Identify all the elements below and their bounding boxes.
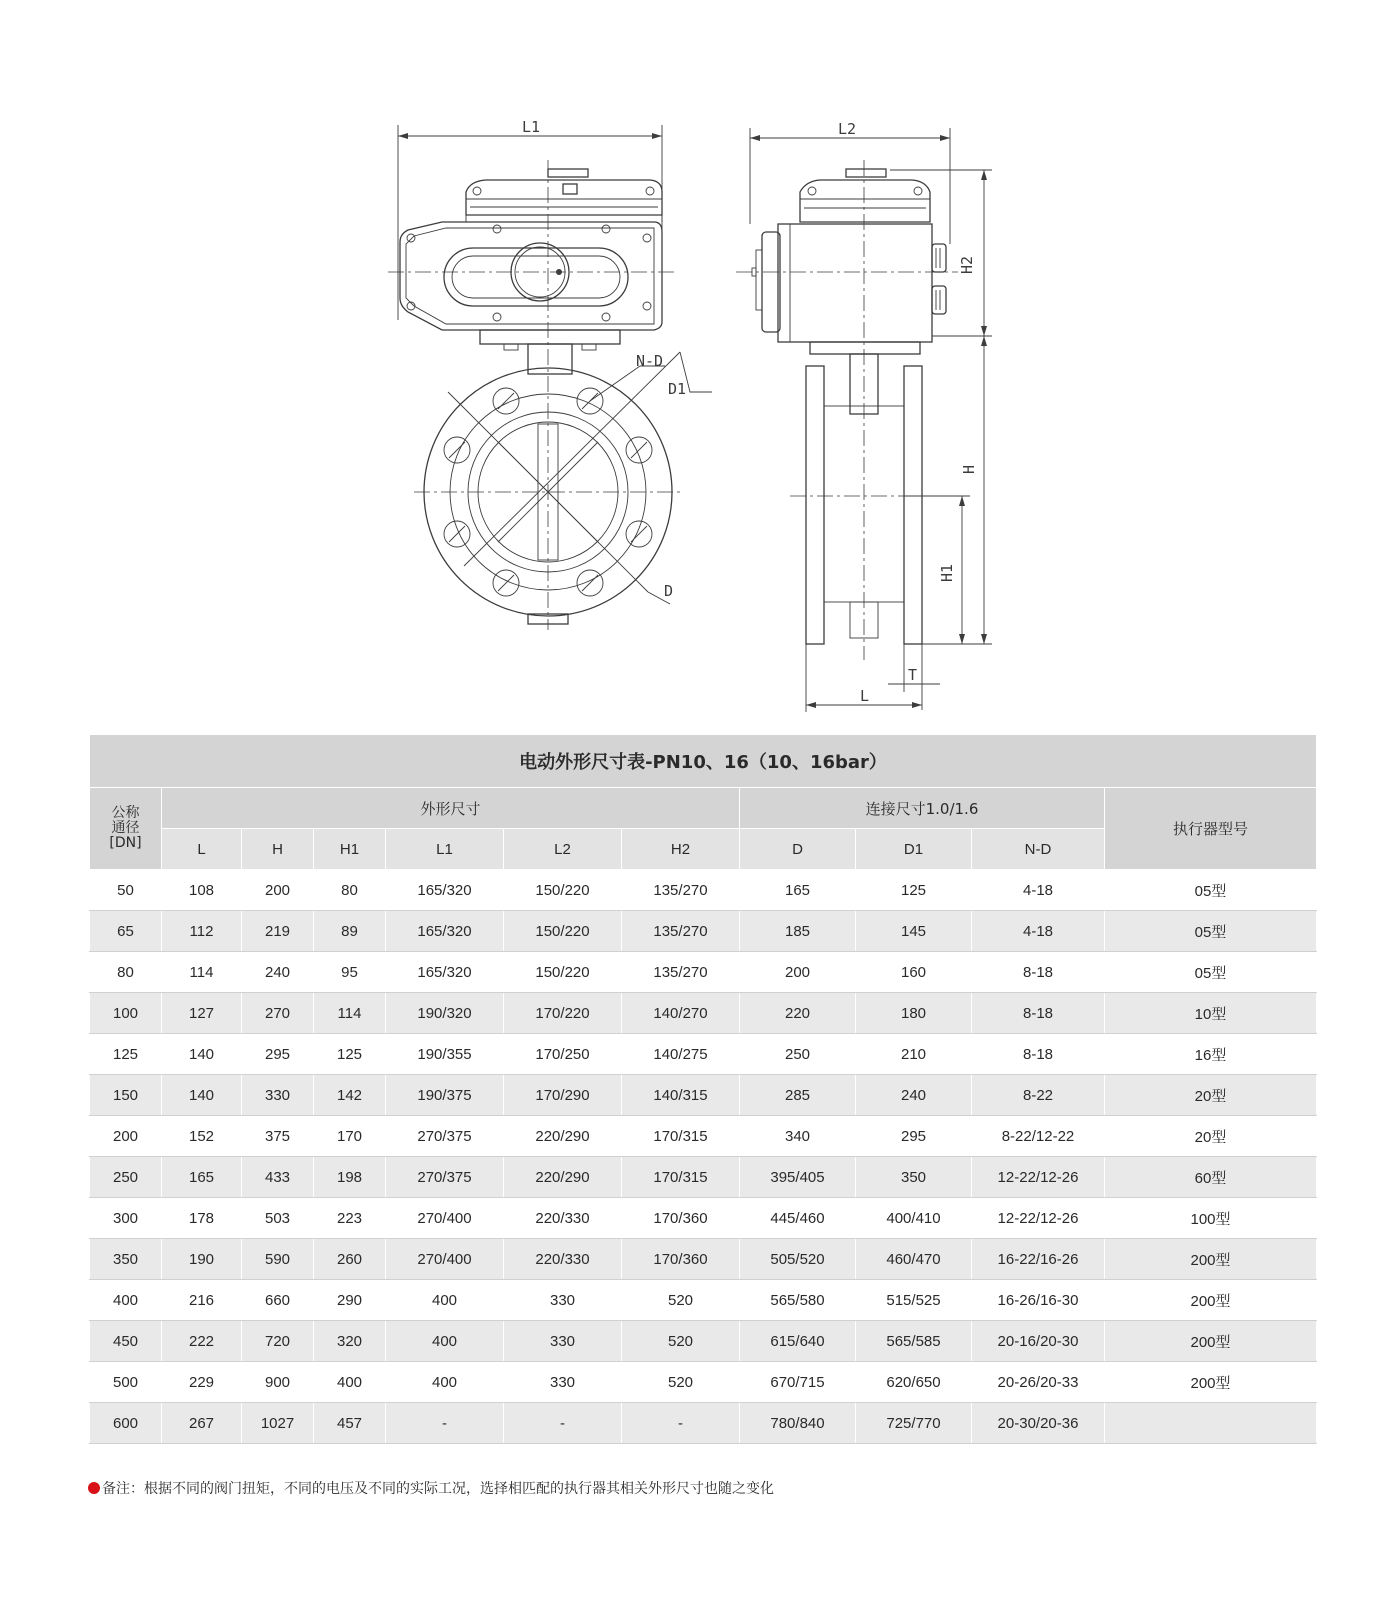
table-cell: 340 — [740, 1116, 856, 1157]
table-cell: 152 — [162, 1116, 242, 1157]
table-cell: 12-22/12-26 — [972, 1157, 1105, 1198]
table-cell: 295 — [856, 1116, 972, 1157]
dn-header — [90, 788, 162, 870]
table-cell: 515/525 — [856, 1280, 972, 1321]
col-D1: D1 — [856, 829, 972, 870]
table-cell: 170/250 — [504, 1034, 622, 1075]
table-cell: 200 — [242, 870, 314, 911]
table-cell: 270 — [242, 993, 314, 1034]
table-cell: 520 — [622, 1321, 740, 1362]
dim-L: L — [860, 687, 870, 705]
table-row — [90, 952, 1317, 993]
table-cell: 260 — [314, 1239, 386, 1280]
dim-H2: H2 — [958, 255, 976, 274]
table-cell: 330 — [242, 1075, 314, 1116]
table-cell: 400 — [90, 1280, 162, 1321]
table-cell: 125 — [314, 1034, 386, 1075]
table-cell: 240 — [242, 952, 314, 993]
table-cell: 600 — [90, 1403, 162, 1444]
front-view — [388, 118, 712, 630]
dn-header-line3: [DN] — [109, 835, 142, 851]
dim-ND: N-D — [636, 352, 664, 370]
dim-H: H — [960, 464, 978, 474]
table-cell: 400/410 — [856, 1198, 972, 1239]
table-cell: 250 — [90, 1157, 162, 1198]
table-cell: 223 — [314, 1198, 386, 1239]
table-cell: 170/315 — [622, 1116, 740, 1157]
table-cell: 50 — [90, 870, 162, 911]
table-cell: 200型 — [1105, 1280, 1317, 1321]
table-cell — [1105, 1403, 1317, 1444]
table-cell: 200型 — [1105, 1239, 1317, 1280]
table-cell: 400 — [314, 1362, 386, 1403]
table-cell: 145 — [856, 911, 972, 952]
table-cell: 140 — [162, 1034, 242, 1075]
table-cell: 220 — [740, 993, 856, 1034]
table-cell: 219 — [242, 911, 314, 952]
table-cell: 460/470 — [856, 1239, 972, 1280]
table-cell: 150/220 — [504, 870, 622, 911]
table-cell: 565/585 — [856, 1321, 972, 1362]
col-L: L — [162, 829, 242, 870]
table-title: 电动外形尺寸表-PN10、16（10、16bar） — [90, 735, 1317, 788]
table-cell: 100 — [90, 993, 162, 1034]
table-cell: 125 — [90, 1034, 162, 1075]
table-cell: 780/840 — [740, 1403, 856, 1444]
table-cell: - — [504, 1403, 622, 1444]
table-cell: 620/650 — [856, 1362, 972, 1403]
table-cell: 590 — [242, 1239, 314, 1280]
table-cell: 200 — [740, 952, 856, 993]
table-cell: 170/360 — [622, 1239, 740, 1280]
table-cell: 229 — [162, 1362, 242, 1403]
table-cell: 220/290 — [504, 1157, 622, 1198]
table-cell: 660 — [242, 1280, 314, 1321]
table-cell: 250 — [740, 1034, 856, 1075]
table-cell: 125 — [856, 870, 972, 911]
table-cell: 142 — [314, 1075, 386, 1116]
table-row — [90, 1075, 1317, 1116]
table-cell: 180 — [856, 993, 972, 1034]
group-outer-dimensions: 外形尺寸 — [162, 788, 740, 829]
table-cell: 330 — [504, 1362, 622, 1403]
table-cell: 170/315 — [622, 1157, 740, 1198]
table-cell: 190/320 — [386, 993, 504, 1034]
table-cell: 300 — [90, 1198, 162, 1239]
table-cell: 114 — [162, 952, 242, 993]
table-cell: 8-22/12-22 — [972, 1116, 1105, 1157]
actuator-model-header: 执行器型号 — [1105, 788, 1317, 870]
table-cell: 170/220 — [504, 993, 622, 1034]
table-cell: 20-16/20-30 — [972, 1321, 1105, 1362]
table-cell: 108 — [162, 870, 242, 911]
table-row — [90, 870, 1317, 911]
table-cell: 285 — [740, 1075, 856, 1116]
table-cell: 114 — [314, 993, 386, 1034]
col-D: D — [740, 829, 856, 870]
table-cell: 65 — [90, 911, 162, 952]
table-cell: 20型 — [1105, 1075, 1317, 1116]
table-cell: 150/220 — [504, 952, 622, 993]
table-cell: 400 — [386, 1321, 504, 1362]
table-cell: 330 — [504, 1321, 622, 1362]
table-cell: 89 — [314, 911, 386, 952]
table-cell: 140/275 — [622, 1034, 740, 1075]
table-cell: 95 — [314, 952, 386, 993]
table-cell: 60型 — [1105, 1157, 1317, 1198]
table-cell: 320 — [314, 1321, 386, 1362]
table-cell: 330 — [504, 1280, 622, 1321]
table-cell: 165/320 — [386, 870, 504, 911]
table-cell: 198 — [314, 1157, 386, 1198]
table-cell: 165/320 — [386, 911, 504, 952]
table-cell: 160 — [856, 952, 972, 993]
table-row — [90, 1157, 1317, 1198]
table-cell: 150/220 — [504, 911, 622, 952]
table-cell: 10型 — [1105, 993, 1317, 1034]
table-cell: 222 — [162, 1321, 242, 1362]
table-cell: 20型 — [1105, 1116, 1317, 1157]
table-cell: 05型 — [1105, 870, 1317, 911]
col-H2: H2 — [622, 829, 740, 870]
table-cell: 8-22 — [972, 1075, 1105, 1116]
red-bullet-icon — [88, 1482, 100, 1494]
dn-header-line2: 通径 — [111, 820, 140, 836]
table-cell: 500 — [90, 1362, 162, 1403]
side-view — [736, 120, 992, 712]
table-cell: 350 — [90, 1239, 162, 1280]
table-cell: 165/320 — [386, 952, 504, 993]
col-H1: H1 — [314, 829, 386, 870]
table-cell: 220/290 — [504, 1116, 622, 1157]
table-cell: 16型 — [1105, 1034, 1317, 1075]
table-cell: 185 — [740, 911, 856, 952]
table-row — [90, 1403, 1317, 1444]
col-L1: L1 — [386, 829, 504, 870]
table-body — [90, 870, 1317, 1444]
table-cell: 8-18 — [972, 952, 1105, 993]
col-ND: N-D — [972, 829, 1105, 870]
col-H: H — [242, 829, 314, 870]
dim-D: D — [664, 582, 674, 600]
table-cell: 12-22/12-26 — [972, 1198, 1105, 1239]
table-cell: 210 — [856, 1034, 972, 1075]
dimension-table — [89, 734, 1317, 1444]
table-cell: 4-18 — [972, 870, 1105, 911]
valve-technical-drawing — [0, 0, 1400, 720]
table-cell: 503 — [242, 1198, 314, 1239]
table-row — [90, 1198, 1317, 1239]
table-cell: 216 — [162, 1280, 242, 1321]
table-cell: 165 — [162, 1157, 242, 1198]
table-cell: 190 — [162, 1239, 242, 1280]
table-cell: 270/375 — [386, 1157, 504, 1198]
table-cell: 565/580 — [740, 1280, 856, 1321]
table-cell: 270/375 — [386, 1116, 504, 1157]
table-row — [90, 1362, 1317, 1403]
table-row — [90, 911, 1317, 952]
table-cell: 520 — [622, 1280, 740, 1321]
table-cell: - — [622, 1403, 740, 1444]
table-cell: - — [386, 1403, 504, 1444]
table-cell: 165 — [740, 870, 856, 911]
table-row — [90, 1116, 1317, 1157]
table-cell: 112 — [162, 911, 242, 952]
table-cell: 05型 — [1105, 952, 1317, 993]
table-row — [90, 1280, 1317, 1321]
table-row — [90, 1321, 1317, 1362]
table-cell: 375 — [242, 1116, 314, 1157]
dim-L2: L2 — [838, 120, 857, 138]
table-cell: 615/640 — [740, 1321, 856, 1362]
table-cell: 350 — [856, 1157, 972, 1198]
table-cell: 170/360 — [622, 1198, 740, 1239]
table-cell: 140/315 — [622, 1075, 740, 1116]
table-cell: 135/270 — [622, 870, 740, 911]
table-cell: 395/405 — [740, 1157, 856, 1198]
table-cell: 720 — [242, 1321, 314, 1362]
table-cell: 1027 — [242, 1403, 314, 1444]
table-cell: 170/290 — [504, 1075, 622, 1116]
table-cell: 127 — [162, 993, 242, 1034]
table-cell: 140/270 — [622, 993, 740, 1034]
table-cell: 725/770 — [856, 1403, 972, 1444]
table-row — [90, 1034, 1317, 1075]
table-cell: 150 — [90, 1075, 162, 1116]
table-cell: 220/330 — [504, 1239, 622, 1280]
table-cell: 20-30/20-36 — [972, 1403, 1105, 1444]
table-cell: 270/400 — [386, 1239, 504, 1280]
dim-D1: D1 — [668, 380, 687, 398]
table-cell: 200型 — [1105, 1321, 1317, 1362]
group-connection-dimensions: 连接尺寸1.0/1.6 — [740, 788, 1105, 829]
table-cell: 400 — [386, 1362, 504, 1403]
dim-H1: H1 — [938, 563, 956, 582]
table-cell: 178 — [162, 1198, 242, 1239]
table-cell: 190/375 — [386, 1075, 504, 1116]
table-row — [90, 993, 1317, 1034]
table-cell: 16-26/16-30 — [972, 1280, 1105, 1321]
table-cell: 445/460 — [740, 1198, 856, 1239]
table-cell: 520 — [622, 1362, 740, 1403]
table-cell: 100型 — [1105, 1198, 1317, 1239]
table-cell: 190/355 — [386, 1034, 504, 1075]
table-cell: 433 — [242, 1157, 314, 1198]
table-cell: 8-18 — [972, 1034, 1105, 1075]
table-cell: 135/270 — [622, 952, 740, 993]
table-cell: 200 — [90, 1116, 162, 1157]
table-cell: 457 — [314, 1403, 386, 1444]
dim-T: T — [908, 666, 918, 684]
table-cell: 240 — [856, 1075, 972, 1116]
table-cell: 8-18 — [972, 993, 1105, 1034]
dim-L1: L1 — [522, 118, 541, 136]
table-cell: 900 — [242, 1362, 314, 1403]
table-cell: 80 — [314, 870, 386, 911]
table-cell: 20-26/20-33 — [972, 1362, 1105, 1403]
footnote — [88, 1478, 774, 1498]
col-L2: L2 — [504, 829, 622, 870]
footnote-text: 备注：根据不同的阀门扭矩，不同的电压及不同的实际工况，选择相匹配的执行器其相关外形尺寸也随之变化 — [102, 1481, 774, 1497]
table-cell: 4-18 — [972, 911, 1105, 952]
table-cell: 450 — [90, 1321, 162, 1362]
table-cell: 135/270 — [622, 911, 740, 952]
table-cell: 16-22/16-26 — [972, 1239, 1105, 1280]
dn-header-line1: 公称 — [111, 805, 140, 821]
table-cell: 505/520 — [740, 1239, 856, 1280]
table-cell: 267 — [162, 1403, 242, 1444]
table-cell: 05型 — [1105, 911, 1317, 952]
table-row — [90, 1239, 1317, 1280]
table-cell: 295 — [242, 1034, 314, 1075]
table-cell: 140 — [162, 1075, 242, 1116]
table-cell: 220/330 — [504, 1198, 622, 1239]
table-cell: 170 — [314, 1116, 386, 1157]
table-cell: 80 — [90, 952, 162, 993]
table-cell: 200型 — [1105, 1362, 1317, 1403]
table-cell: 400 — [386, 1280, 504, 1321]
table-cell: 670/715 — [740, 1362, 856, 1403]
table-cell: 290 — [314, 1280, 386, 1321]
table-cell: 270/400 — [386, 1198, 504, 1239]
